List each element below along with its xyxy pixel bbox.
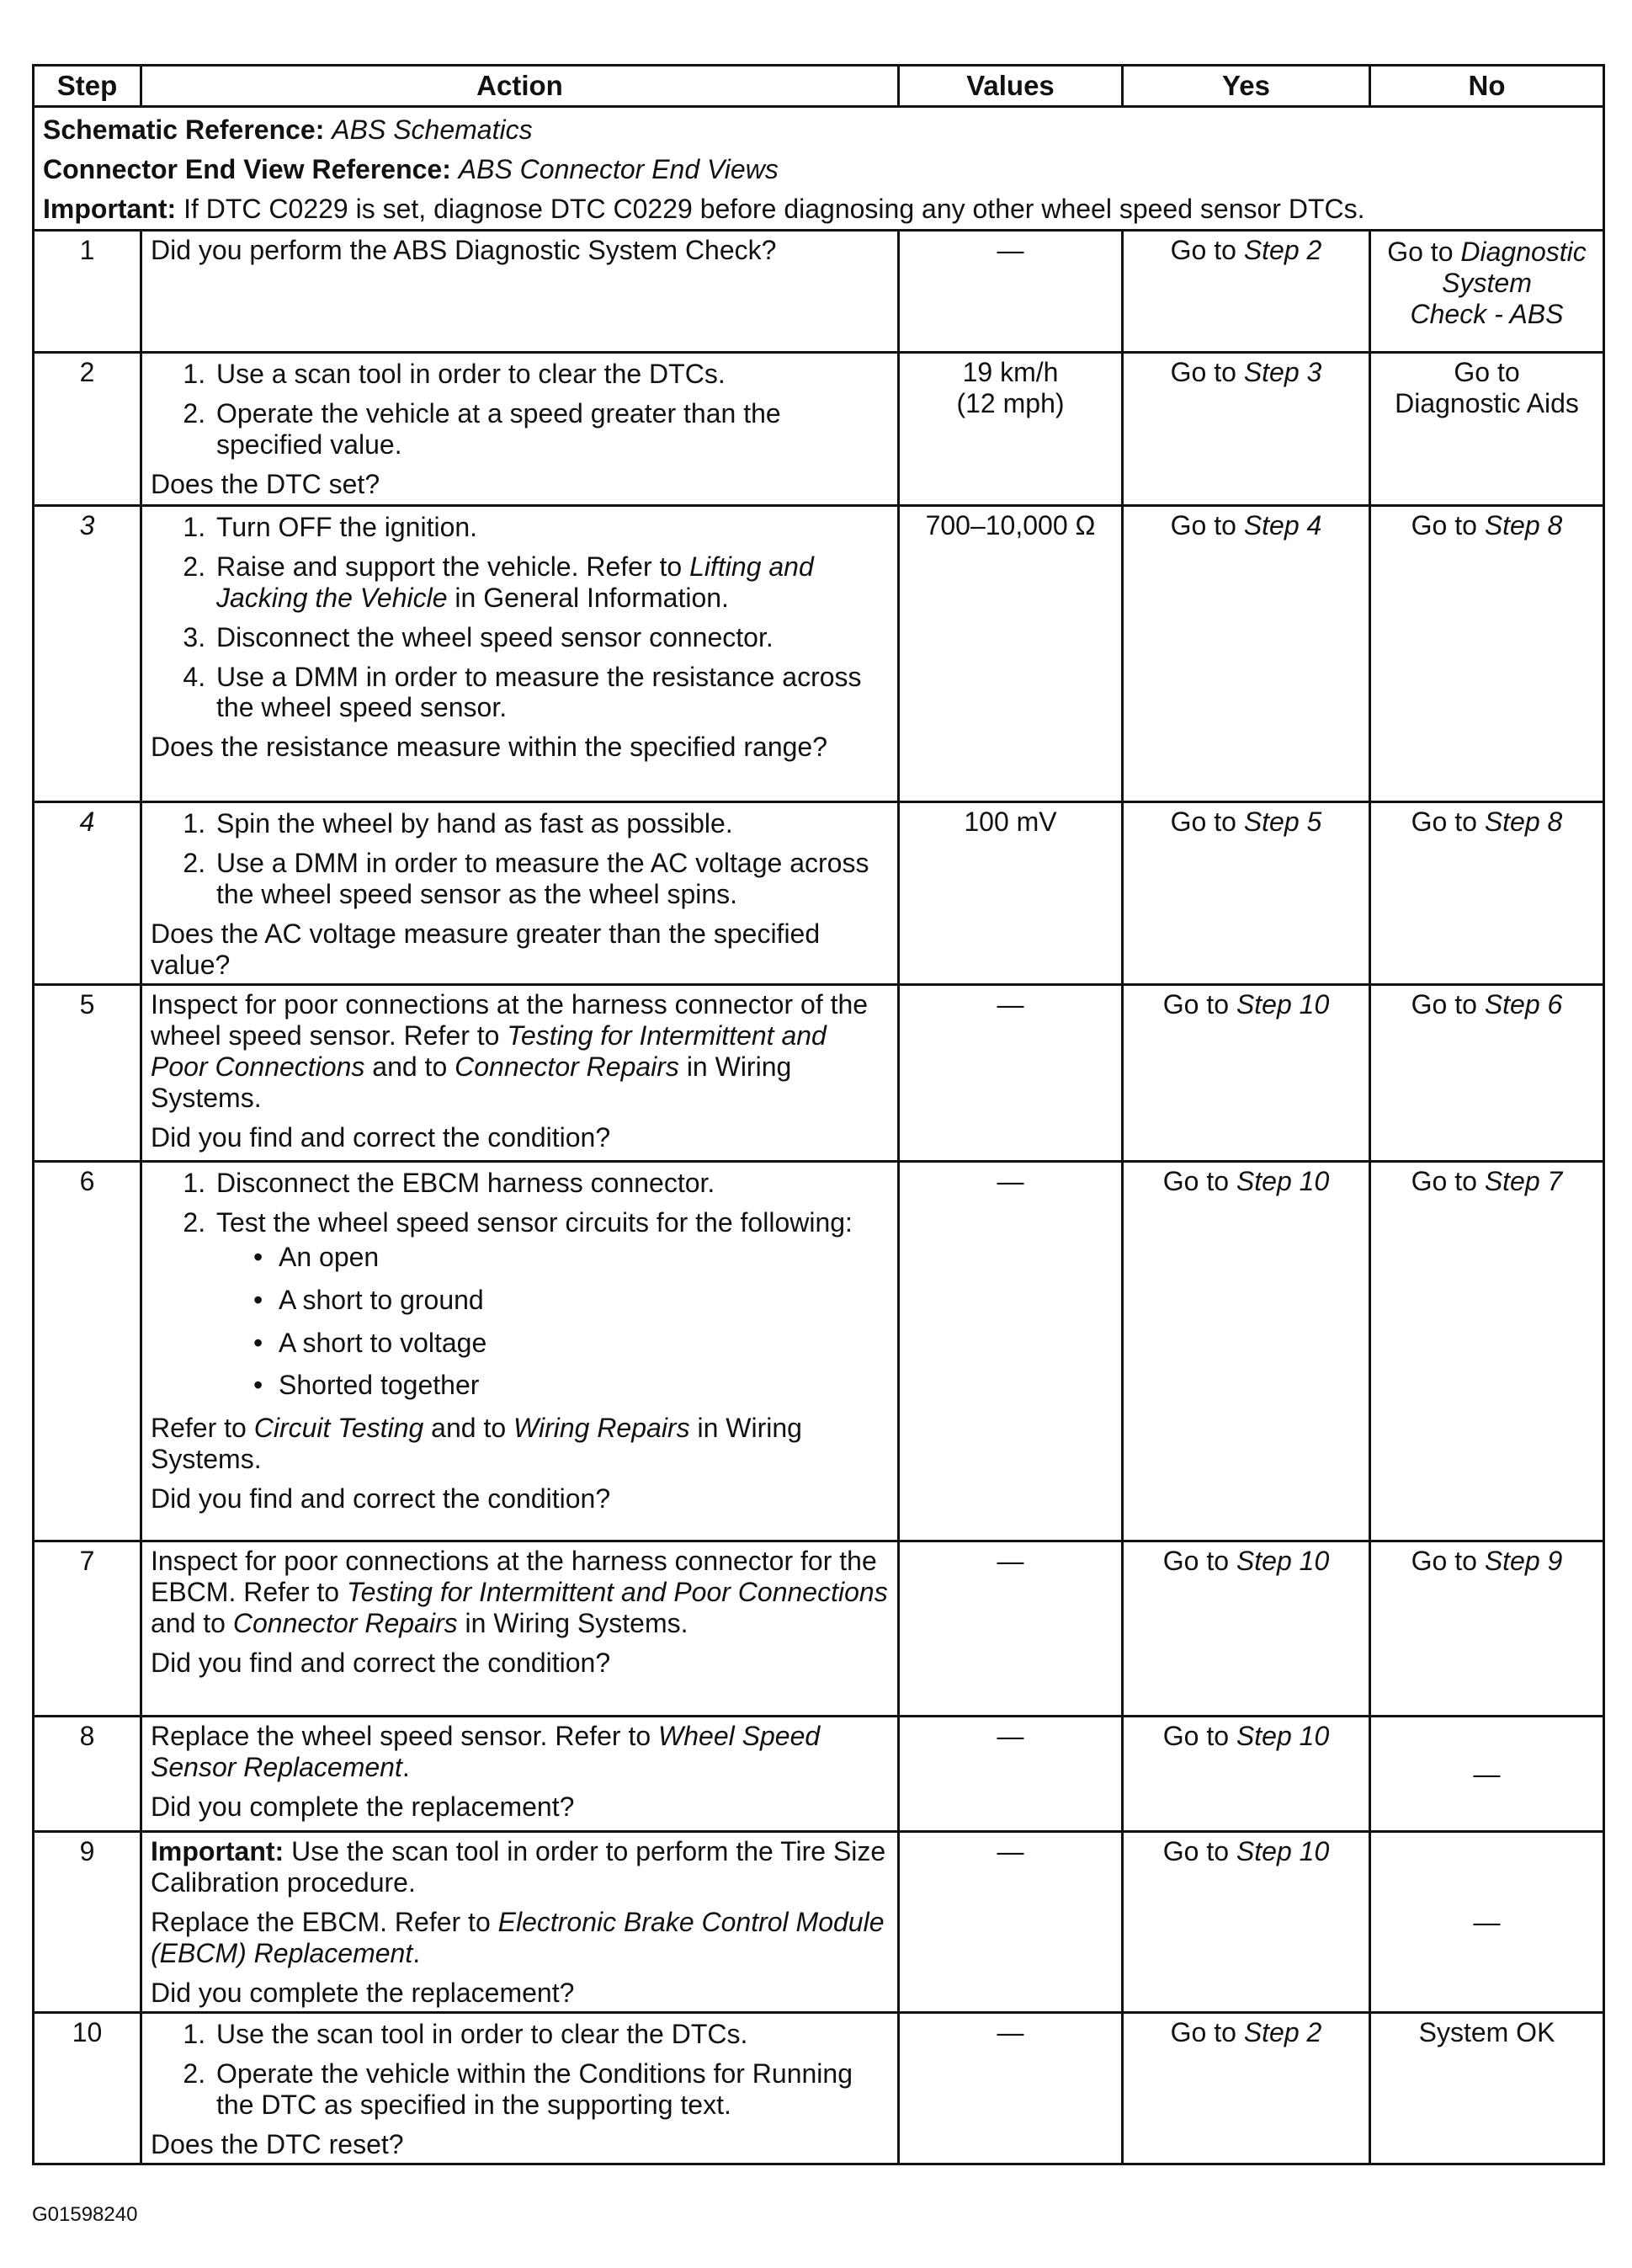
- schematic-reference-link: ABS Schematics: [332, 114, 533, 145]
- step-value: 100 mV: [899, 802, 1123, 985]
- header-yes: Yes: [1123, 66, 1370, 107]
- bullet-item: • A short to ground: [275, 1285, 889, 1316]
- step-instruction: Replace the EBCM. Refer to Electronic Brake Control Module (EBCM) Replacement.: [151, 1906, 885, 1968]
- step-important: Important: Use the scan tool in order to perform the Tire Size Calibration procedure.: [151, 1836, 886, 1898]
- schematic-reference: Schematic Reference: ABS Schematics: [43, 114, 533, 145]
- step-row-5: [34, 985, 1604, 1162]
- header-action: Action: [141, 66, 899, 107]
- step-question: Did you find and correct the condition?: [151, 1121, 611, 1153]
- step-action: [141, 353, 899, 506]
- step-question: Did you perform the ABS Diagnostic System Check?: [151, 235, 777, 266]
- step-action: [141, 802, 899, 985]
- step-value: 700–10,000 Ω: [899, 506, 1123, 802]
- step-yes: Go to Step 5: [1123, 802, 1370, 985]
- step-number: 3: [34, 506, 141, 802]
- step-number: 7: [34, 1541, 141, 1717]
- header-no: No: [1370, 66, 1604, 107]
- step-no: —: [1370, 1717, 1604, 1832]
- step-number: 2: [34, 353, 141, 506]
- step-no: Go to Step 8: [1370, 802, 1604, 985]
- bullet-item: • A short to voltage: [275, 1328, 889, 1359]
- header-row: [34, 66, 1604, 107]
- step-no: Go to Step 8: [1370, 506, 1604, 802]
- figure-code: G01598240: [32, 2203, 138, 2226]
- step-no: Go to Diagnostic System Check - ABS: [1370, 231, 1604, 353]
- step-action: [141, 1162, 899, 1541]
- step-number: 9: [34, 1832, 141, 2013]
- step-value: —: [899, 1832, 1123, 2013]
- step-row-6: [34, 1162, 1604, 1541]
- step-yes: Go to Step 3: [1123, 353, 1370, 506]
- step-question: Does the DTC set?: [151, 468, 380, 499]
- step-action: [141, 2013, 899, 2164]
- step-value: —: [899, 1162, 1123, 1541]
- step-yes: Go to Step 10: [1123, 1717, 1370, 1832]
- step-question: Did you complete the replacement?: [151, 1977, 575, 2008]
- step-instruction: 2. Test the wheel speed sensor circuits for the following: • An open • A short to ground • A short to voltage • Shorted together: [213, 1207, 889, 1401]
- step-number: 6: [34, 1162, 141, 1541]
- step-instruction: 1. Turn OFF the ignition.: [213, 512, 889, 543]
- step-instruction: 2. Operate the vehicle at a speed greater than the specified value.: [213, 398, 889, 461]
- step-instruction: 1. Use a scan tool in order to clear the DTCs.: [213, 359, 889, 390]
- step-yes: Go to Step 2: [1123, 2013, 1370, 2164]
- step-no: —: [1370, 1832, 1604, 2013]
- step-question: Does the resistance measure within the specified range?: [151, 732, 827, 763]
- step-instruction: Inspect for poor connections at the harness connector for the EBCM. Refer to Testing for Intermittent and Poor Connections and to Connector Repairs in Wiring Systems.: [151, 1546, 888, 1638]
- step-row-3: [34, 506, 1604, 802]
- step-no: Go to Diagnostic Aids: [1370, 353, 1604, 506]
- step-instruction: 1. Disconnect the EBCM harness connector.: [213, 1168, 889, 1199]
- connector-reference: Connector End View Reference: ABS Connector End Views: [43, 153, 779, 184]
- step-question: Does the AC voltage measure greater than the specified value?: [151, 918, 821, 980]
- step-value: —: [899, 1541, 1123, 1717]
- step-no: Go to Step 6: [1370, 985, 1604, 1162]
- step-yes: Go to Step 4: [1123, 506, 1370, 802]
- step-action: [141, 1541, 899, 1717]
- step-instruction: Replace the wheel speed sensor. Refer to Wheel Speed Sensor Replacement.: [151, 1721, 821, 1783]
- step-action: [141, 1717, 899, 1832]
- step-instruction: 1. Spin the wheel by hand as fast as possible.: [213, 808, 889, 839]
- step-row-8: [34, 1717, 1604, 1832]
- step-question: Did you find and correct the condition?: [151, 1483, 611, 1514]
- step-row-7: [34, 1541, 1604, 1717]
- step-instruction: 4. Use a DMM in order to measure the resistance across the wheel speed sensor.: [213, 662, 889, 724]
- step-instruction: 2. Use a DMM in order to measure the AC voltage across the wheel speed sensor as the wheel spins.: [213, 848, 889, 910]
- step-instruction: Inspect for poor connections at the harness connector of the wheel speed sensor. Refer to Testing for Intermittent and Poor Connections and to Connector Repairs in Wiring Systems.: [151, 989, 869, 1113]
- step-value: —: [899, 1717, 1123, 1832]
- step-no: Go to Step 7: [1370, 1162, 1604, 1541]
- step-number: 1: [34, 231, 141, 353]
- step-number: 5: [34, 985, 141, 1162]
- step-number: 10: [34, 2013, 141, 2164]
- step-yes: Go to Step 10: [1123, 1832, 1370, 2013]
- step-row-10: [34, 2013, 1604, 2164]
- header-values: Values: [899, 66, 1123, 107]
- step-action: [141, 985, 899, 1162]
- step-yes: Go to Step 2: [1123, 231, 1370, 353]
- connector-reference-link: ABS Connector End Views: [458, 153, 779, 184]
- step-row-2: [34, 353, 1604, 506]
- step-instruction: 2. Operate the vehicle within the Conditions for Running the DTC as specified in the supporting text.: [213, 2058, 889, 2121]
- step-no: System OK: [1370, 2013, 1604, 2164]
- step-action: [141, 1832, 899, 2013]
- step-yes: Go to Step 10: [1123, 985, 1370, 1162]
- step-row-4: [34, 802, 1604, 985]
- step-instruction: 3. Disconnect the wheel speed sensor connector.: [213, 622, 889, 653]
- step-question: Did you find and correct the condition?: [151, 1647, 611, 1678]
- header-step: Step: [34, 66, 141, 107]
- step-value: —: [899, 231, 1123, 353]
- step-question: Did you complete the replacement?: [151, 1791, 575, 1822]
- step-no: Go to Step 9: [1370, 1541, 1604, 1717]
- bullet-item: • An open: [275, 1242, 889, 1273]
- step-action: [141, 231, 899, 353]
- step-instruction: 2. Raise and support the vehicle. Refer to Lifting and Jacking the Vehicle in General Information.: [213, 551, 889, 614]
- step-question: Does the DTC reset?: [151, 2128, 404, 2159]
- step-row-9: [34, 1832, 1604, 2013]
- step-reference: Refer to Circuit Testing and to Wiring Repairs in Wiring Systems.: [151, 1413, 802, 1474]
- important-note: Important: If DTC C0229 is set, diagnose DTC C0229 before diagnosing any other wheel speed sensor DTCs.: [43, 193, 1365, 224]
- step-instruction: 1. Use the scan tool in order to clear the DTCs.: [213, 2019, 889, 2050]
- diagnostic-table: [32, 64, 1605, 2165]
- step-value: 19 km/h (12 mph): [899, 353, 1123, 506]
- step-row-1: [34, 231, 1604, 353]
- diagnostic-table-container: [32, 64, 1603, 2165]
- reference-cell: [34, 106, 1604, 230]
- step-number: 4: [34, 802, 141, 985]
- step-yes: Go to Step 10: [1123, 1162, 1370, 1541]
- step-yes: Go to Step 10: [1123, 1541, 1370, 1717]
- reference-row: [34, 106, 1604, 230]
- step-action: [141, 506, 899, 802]
- step-value: —: [899, 985, 1123, 1162]
- step-value: —: [899, 2013, 1123, 2164]
- bullet-item: • Shorted together: [275, 1370, 889, 1401]
- step-number: 8: [34, 1717, 141, 1832]
